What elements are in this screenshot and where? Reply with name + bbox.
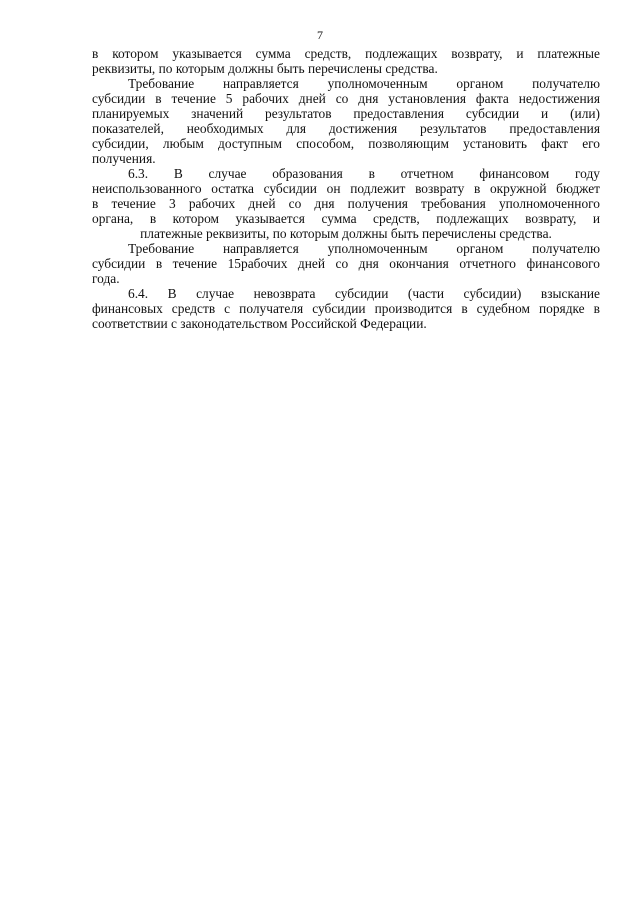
text-line: 6.3. В случае образования в отчетном финансовом году [128, 166, 600, 181]
text-line: реквизиты, по которым должны быть перечислены средства. [92, 61, 438, 76]
text-line: субсидии, любым доступным способом, позволяющим установить факт его [92, 136, 600, 151]
text-line: финансовых средств с получателя субсидии производится в судебном порядке в [92, 301, 600, 316]
text-line: Требование направляется уполномоченным органом получателю [128, 241, 600, 256]
text-line: получения. [92, 151, 156, 166]
text-line: Требование направляется уполномоченным органом получателю [128, 76, 600, 91]
text-line: субсидии в течение 5 рабочих дней со дня установления факта недостижения [92, 91, 600, 106]
text-line: неиспользованного остатка субсидии он подлежит возврату в окружной бюджет [92, 181, 600, 196]
text-line: в течение 3 рабочих дней со дня получения требования уполномоченного [92, 196, 600, 211]
text-line: платежные реквизиты, по которым должны быть перечислены средства. [140, 226, 552, 241]
page-number: 7 [317, 28, 323, 42]
text-line: показателей, необходимых для достижения результатов предоставления [92, 121, 600, 136]
text-line: субсидии в течение 15рабочих дней со дня окончания отчетного финансового [92, 256, 600, 271]
text-line: планируемых значений результатов предоставления субсидии и (или) [92, 106, 600, 121]
text-line: соответствии с законодательством Российской Федерации. [92, 316, 427, 331]
document-body [92, 46, 600, 331]
text-line: в котором указывается сумма средств, подлежащих возврату, и платежные [92, 46, 600, 61]
text-line: органа, в котором указывается сумма средств, подлежащих возврату, и [92, 211, 600, 226]
text-line: 6.4. В случае невозврата субсидии (части субсидии) взыскание [128, 286, 600, 301]
text-line: года. [92, 271, 120, 286]
